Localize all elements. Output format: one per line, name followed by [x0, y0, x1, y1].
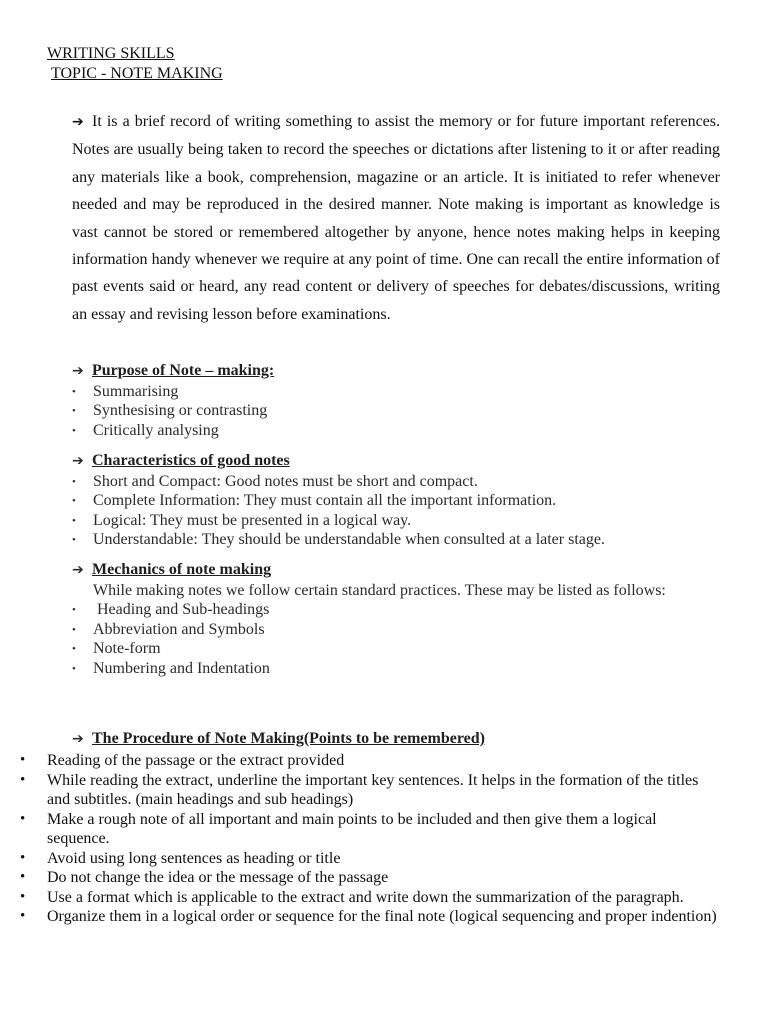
procedure-item: • Avoid using long sentences as heading or title: [20, 849, 720, 869]
arrow-right-icon: ➔: [72, 731, 84, 747]
intro-text: It is a brief record of writing something to assist the memory or for future important references. Notes are usually being taken to record the speeches or dictations after listening to it or after reading any materials like a book, comprehension, magazine or an article. It is initiated to refer whenever needed and may be reproduced in the desired manner. Note making is important as knowledge is vast cannot be stored or remembered altogether by anyone, hence notes making helps in keeping information handy whenever we require at any point of time. One can recall the entire information of past events said or heard, any read content or delivery of speeches for debates/discussions, writing an essay and revising lesson before examinations.: [72, 113, 720, 323]
characteristics-title: Characteristics of good notes: [92, 452, 290, 469]
purpose-item: • Critically analysing: [72, 421, 274, 441]
page-title: WRITING SKILLS: [47, 45, 175, 62]
mechanics-section: [72, 560, 692, 678]
characteristics-item: • Complete Information: They must contain all the important information.: [72, 491, 605, 511]
purpose-item: • Summarising: [72, 382, 274, 402]
procedure-item: • While reading the extract, underline the important key sentences. It helps in the formation of the titles and subtitles. (main headings and sub headings): [20, 771, 720, 810]
arrow-right-icon: ➔: [72, 114, 84, 130]
procedure-item: • Organize them in a logical order or sequence for the final note (logical sequencing and proper indention): [20, 907, 720, 927]
procedure-item: • Use a format which is applicable to the extract and write down the summarization of the paragraph.: [20, 888, 720, 908]
mechanics-item: • Note-form: [72, 639, 692, 659]
purpose-title: Purpose of Note – making:: [92, 362, 275, 379]
procedure-heading: [72, 729, 485, 750]
characteristics-item: • Understandable: They should be understandable when consulted at a later stage.: [72, 530, 605, 550]
procedure-item: • Reading of the passage or the extract provided: [20, 751, 720, 771]
procedure-item: • Make a rough note of all important and main points to be included and then give them a logical sequence.: [20, 810, 720, 849]
arrow-right-icon: ➔: [72, 562, 84, 578]
procedure-title: The Procedure of Note Making(Points to be remembered): [92, 730, 485, 747]
intro-paragraph: [72, 108, 720, 328]
purpose-section: [72, 361, 274, 440]
mechanics-description: While making notes we follow certain standard practices. These may be listed as follows:: [93, 581, 666, 599]
procedure-section: [20, 751, 720, 927]
mechanics-item: • Abbreviation and Symbols: [72, 620, 692, 640]
arrow-right-icon: ➔: [72, 453, 84, 469]
mechanics-item: • Numbering and Indentation: [72, 659, 692, 679]
page-topic: TOPIC - NOTE MAKING: [51, 65, 223, 82]
mechanics-item: • Heading and Sub-headings: [72, 600, 692, 620]
purpose-item: • Synthesising or contrasting: [72, 401, 274, 421]
characteristics-item: • Logical: They must be presented in a logical way.: [72, 511, 605, 531]
procedure-item: • Do not change the idea or the message of the passage: [20, 868, 720, 888]
characteristics-item: • Short and Compact: Good notes must be short and compact.: [72, 472, 605, 492]
mechanics-title: Mechanics of note making: [92, 561, 272, 578]
characteristics-section: [72, 451, 605, 550]
arrow-right-icon: ➔: [72, 363, 84, 379]
